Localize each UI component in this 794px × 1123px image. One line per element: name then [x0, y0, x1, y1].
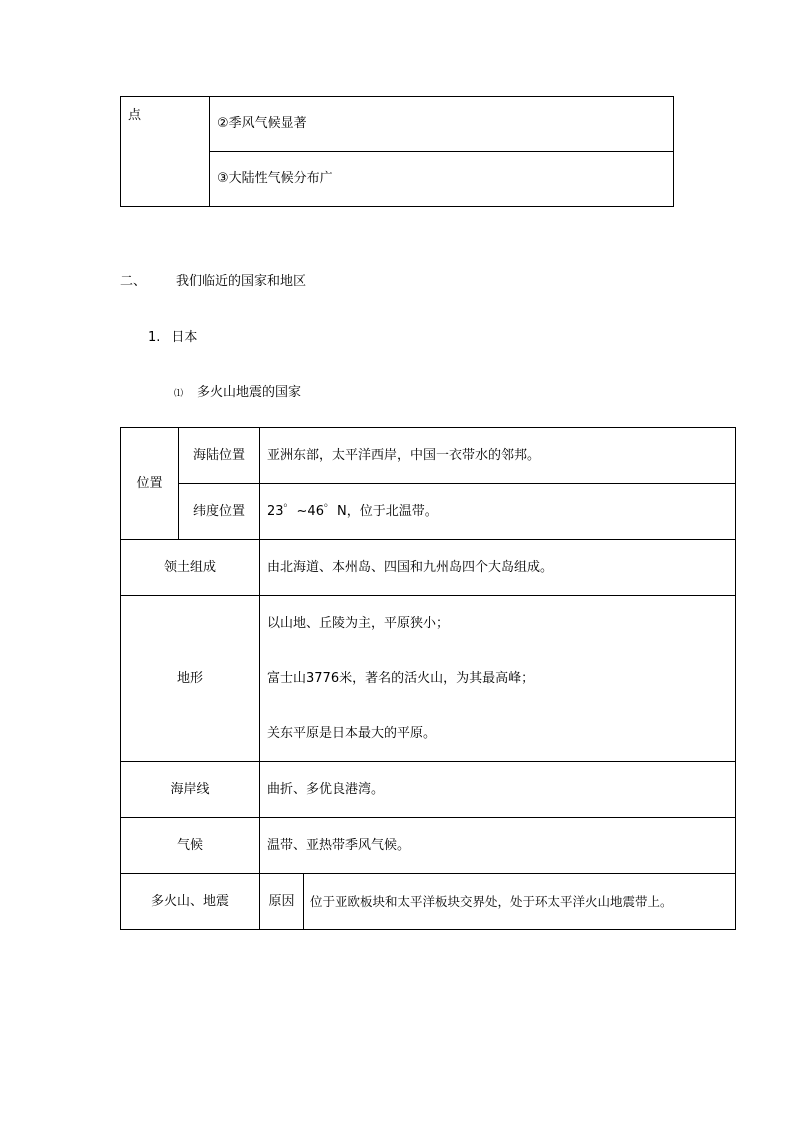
subsection-number: 1. — [148, 330, 161, 345]
terrain-line: 以山地、丘陵为主，平原狭小； — [267, 615, 450, 631]
item-1-heading — [174, 384, 301, 403]
cause-value: 位于亚欧板块和太平洋板块交界处，处于环太平洋火山地震带上。 — [304, 874, 736, 930]
section-2-heading — [120, 273, 306, 291]
terrain-value — [260, 596, 736, 762]
table1-row: ②季风气候显著 — [210, 97, 674, 152]
climate-label: 气候 — [121, 818, 260, 874]
territory-label: 领土组成 — [121, 540, 260, 596]
terrain-label: 地形 — [121, 596, 260, 762]
climate-value: 温带、亚热带季风气候。 — [260, 818, 736, 874]
coastline-value: 曲折、多优良港湾。 — [260, 762, 736, 818]
table1-left-cell: 点 — [121, 97, 210, 207]
terrain-line: 关东平原是日本最大的平原。 — [267, 725, 437, 741]
latitude-label: 纬度位置 — [179, 484, 260, 540]
terrain-line: 富士山3776米，著名的活火山，为其最高峰； — [267, 670, 535, 686]
latitude-value: 23゜~46゜N，位于北温带。 — [260, 484, 736, 540]
climate-features-table — [120, 96, 674, 207]
japan-overview-table — [120, 427, 736, 930]
cause-label: 原因 — [260, 874, 304, 930]
sea-land-value: 亚洲东部，太平洋西岸，中国一衣带水的邻邦。 — [260, 428, 736, 484]
section-number: 二、 — [120, 274, 147, 289]
item-title: 多火山地震的国家 — [197, 385, 302, 400]
subsection-title: 日本 — [171, 330, 198, 345]
position-label: 位置 — [121, 428, 179, 540]
volcano-label: 多火山、地震 — [121, 874, 260, 930]
item-number: ⑴ — [174, 389, 184, 399]
sea-land-label: 海陆位置 — [179, 428, 260, 484]
section-title: 我们临近的国家和地区 — [176, 274, 307, 289]
table1-row: ③大陆性气候分布广 — [210, 152, 674, 207]
coastline-label: 海岸线 — [121, 762, 260, 818]
territory-value: 由北海道、本州岛、四国和九州岛四个大岛组成。 — [260, 540, 736, 596]
subsection-1-heading — [148, 329, 197, 347]
